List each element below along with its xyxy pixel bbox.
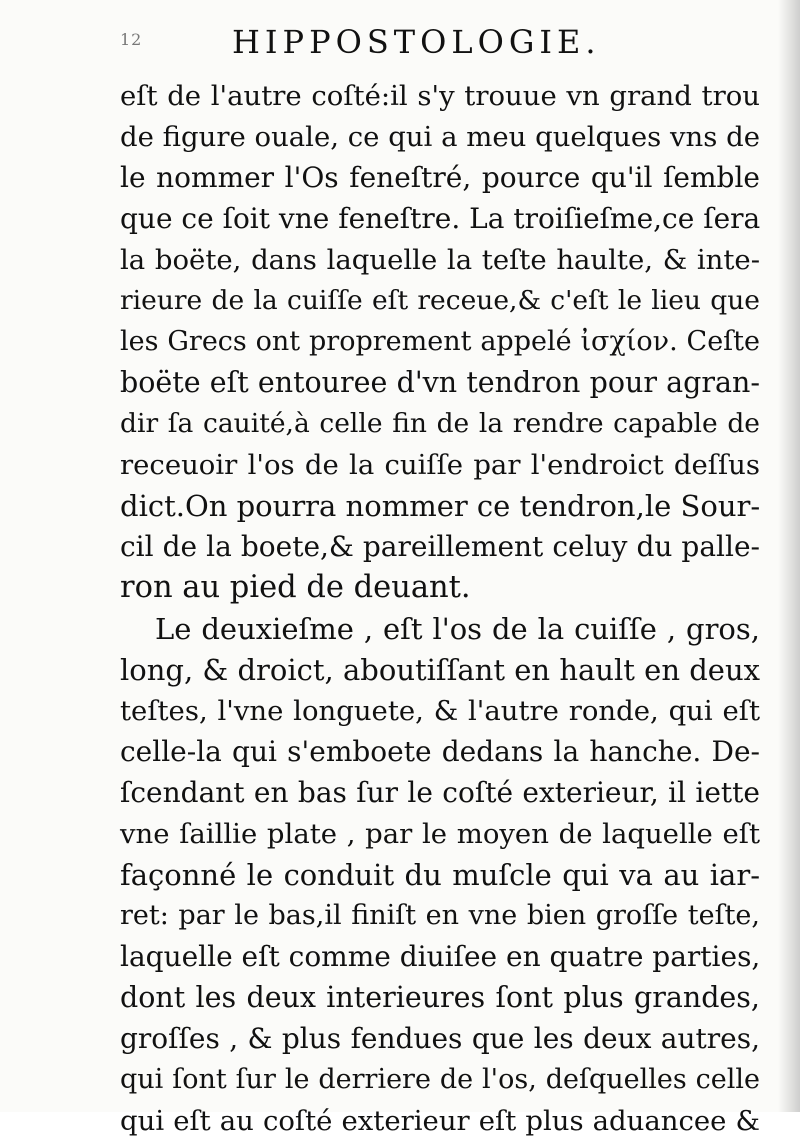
- text-line: que ce ſoit vne feneſtre. La troiſieſme,ce ſera: [120, 202, 761, 235]
- page-edge-shadow: [778, 0, 800, 1112]
- text-line: eſt de l'autre coſté:il s'y trouue vn grand trou: [120, 80, 760, 112]
- text-line: ſcendant en bas ſur le coſté exterieur, il iette: [120, 776, 760, 809]
- text-line: groſſes , & plus fendues que les deux autres,: [120, 1022, 760, 1055]
- text-line: dont les deux interieures ſont plus grandes,: [120, 981, 760, 1014]
- text-line: qui eſt au coſté exterieur eſt plus aduancee &: [120, 1105, 760, 1137]
- paragraph-start-line: Le deuxieſme , eſt l'os de la cuiſſe , gros,: [155, 612, 760, 646]
- text-line: laquelle eſt comme diuiſee en quatre parties,: [120, 940, 761, 973]
- text-line: boëte eſt entouree d'vn tendron pour agran-: [120, 366, 760, 399]
- text-line: dict.On pourra nommer ce tendron,le Sour-: [120, 489, 761, 523]
- text-line: les Grecs ont proprement appelé ἰσχίον. Ceſte: [120, 326, 760, 357]
- page-number: 12: [120, 30, 143, 49]
- text-line: cil de la boete,& pareillement celuy du palle-: [120, 530, 760, 563]
- text-line: façonné le conduit du muſcle qui va au iar-: [120, 858, 760, 892]
- text-line: de figure ouale, ce qui a meu quelques vns de: [120, 121, 760, 153]
- text-line: long, & droict, aboutiſſant en hault en deux: [120, 653, 760, 687]
- text-line: dir ſa cauité,à celle fin de la rendre capable de: [120, 408, 760, 439]
- text-line: rieure de la cuiſſe eſt receue,& c'eſt le lieu que: [120, 285, 760, 316]
- text-line: vne ſaillie plate , par le moyen de laquelle eſt: [120, 818, 760, 850]
- running-head: HIPPOSTOLOGIE.: [232, 23, 601, 61]
- text-line: la boëte, dans laquelle la teſte haulte, & inte-: [120, 244, 760, 276]
- text-line: celle-la qui s'emboete dedans la hanche. De-: [120, 735, 760, 768]
- text-line: receuoir l'os de la cuiſſe par l'endroict deſſus: [120, 449, 760, 481]
- text-line: qui ſont ſur le derriere de l'os, deſquelles celle: [120, 1064, 760, 1095]
- text-line: le nommer l'Os feneſtré, pource qu'il ſemble: [120, 161, 760, 194]
- text-line: ret: par le bas,il finiſt en vne bien groſſe teſte,: [120, 900, 760, 931]
- paragraph-end-line: ron au pied de deuant.: [120, 570, 471, 605]
- text-line: teſtes, l'vne longuete, & l'autre ronde, qui eſt: [120, 695, 760, 727]
